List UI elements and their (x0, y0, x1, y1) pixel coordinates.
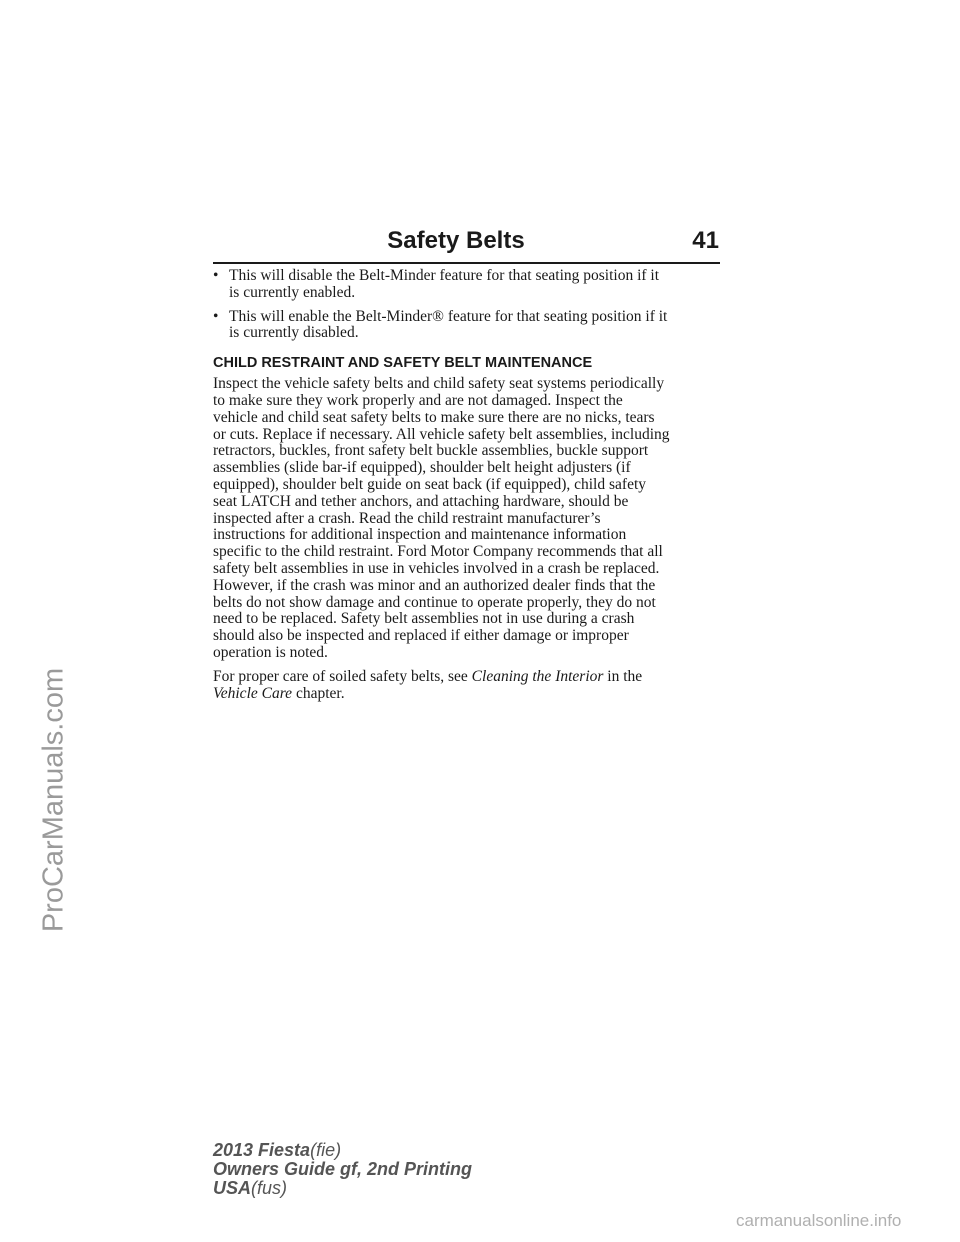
bullet-item (213, 268, 723, 302)
footer-market: USA (213, 1178, 252, 1198)
paragraph-line: to make sure they work properly and are not damaged. Inspect the (213, 391, 623, 409)
footer-code: (fie) (310, 1140, 342, 1160)
bullet-mark: • (213, 267, 219, 284)
paragraph-line: retractors, buckles, front safety belt buckle assemblies, buckle support (213, 442, 649, 460)
header-divider (213, 262, 720, 264)
care-text: chapter. (292, 684, 345, 702)
section-title: Safety Belts (387, 227, 525, 254)
bullet-line: is currently enabled. (229, 283, 356, 301)
page-header (213, 226, 719, 262)
page-footer (213, 1141, 472, 1198)
paragraph-line: belts do not show damage and continue to operate properly, they do not (213, 593, 656, 611)
page-body (213, 268, 723, 709)
paragraph-line (213, 686, 723, 703)
paragraph-line: vehicle and child seat safety belts to make sure there are no nicks, tears (213, 408, 655, 426)
cross-reference: Vehicle Care (213, 684, 293, 702)
care-paragraph (213, 669, 723, 703)
section-heading: CHILD RESTRAINT AND SAFETY BELT MAINTENANCE (213, 355, 593, 372)
bullet-mark: • (213, 307, 219, 325)
footer-line (213, 1179, 472, 1198)
page-number: 41 (692, 227, 719, 254)
paragraph-line: specific to the child restraint. Ford Motor Company recommends that all (213, 543, 663, 561)
footer-guide: Owners Guide gf, 2nd Printing (213, 1159, 473, 1179)
bullet-line: This will enable the Belt-Minder® feature for that seating position if it (229, 307, 668, 325)
paragraph-line: need to be replaced. Safety belt assemblies not in use during a crash (213, 610, 635, 628)
footer-code: (fus) (251, 1178, 288, 1198)
paragraph-line: or cuts. Replace if necessary. All vehicle safety belt assemblies, including (213, 425, 670, 443)
side-watermark: ProCarManuals.com (37, 667, 70, 933)
paragraph-line: assemblies (slide bar-if equipped), shoulder belt height adjusters (if (213, 459, 631, 477)
footer-line (213, 1141, 472, 1160)
corner-watermark: carmanualsonline.info (736, 1211, 902, 1230)
paragraph-line: Inspect the vehicle safety belts and child safety seat systems periodically (213, 375, 665, 393)
footer-line (213, 1160, 472, 1179)
paragraph-line: equipped), shoulder belt guide on seat back (if equipped), child safety (213, 475, 647, 493)
paragraph-line: seat LATCH and tether anchors, and attaching hardware, should be (213, 492, 629, 510)
care-text: For proper care of soiled safety belts, see (213, 667, 472, 685)
paragraph-line (213, 669, 723, 686)
cross-reference: Cleaning the Interior (471, 667, 604, 685)
paragraph-line: should also be inspected and replaced if either damage or improper (213, 627, 629, 645)
paragraph-line: operation is noted. (213, 643, 328, 661)
paragraph-line: instructions for additional inspection and maintenance information (213, 526, 627, 544)
bullet-item (213, 309, 723, 343)
maintenance-paragraph (213, 376, 723, 662)
care-text: in the (603, 667, 643, 685)
footer-model: 2013 Fiesta (213, 1140, 311, 1160)
paragraph-line: inspected after a crash. Read the child restraint manufacturer’s (213, 509, 601, 527)
bullet-line: This will disable the Belt-Minder feature for that seating position if it (229, 267, 660, 284)
paragraph-line: safety belt assemblies in use in vehicles involved in a crash be replaced. (213, 559, 660, 577)
paragraph-line: However, if the crash was minor and an authorized dealer finds that the (213, 576, 656, 594)
bullet-line: is currently disabled. (229, 324, 359, 342)
